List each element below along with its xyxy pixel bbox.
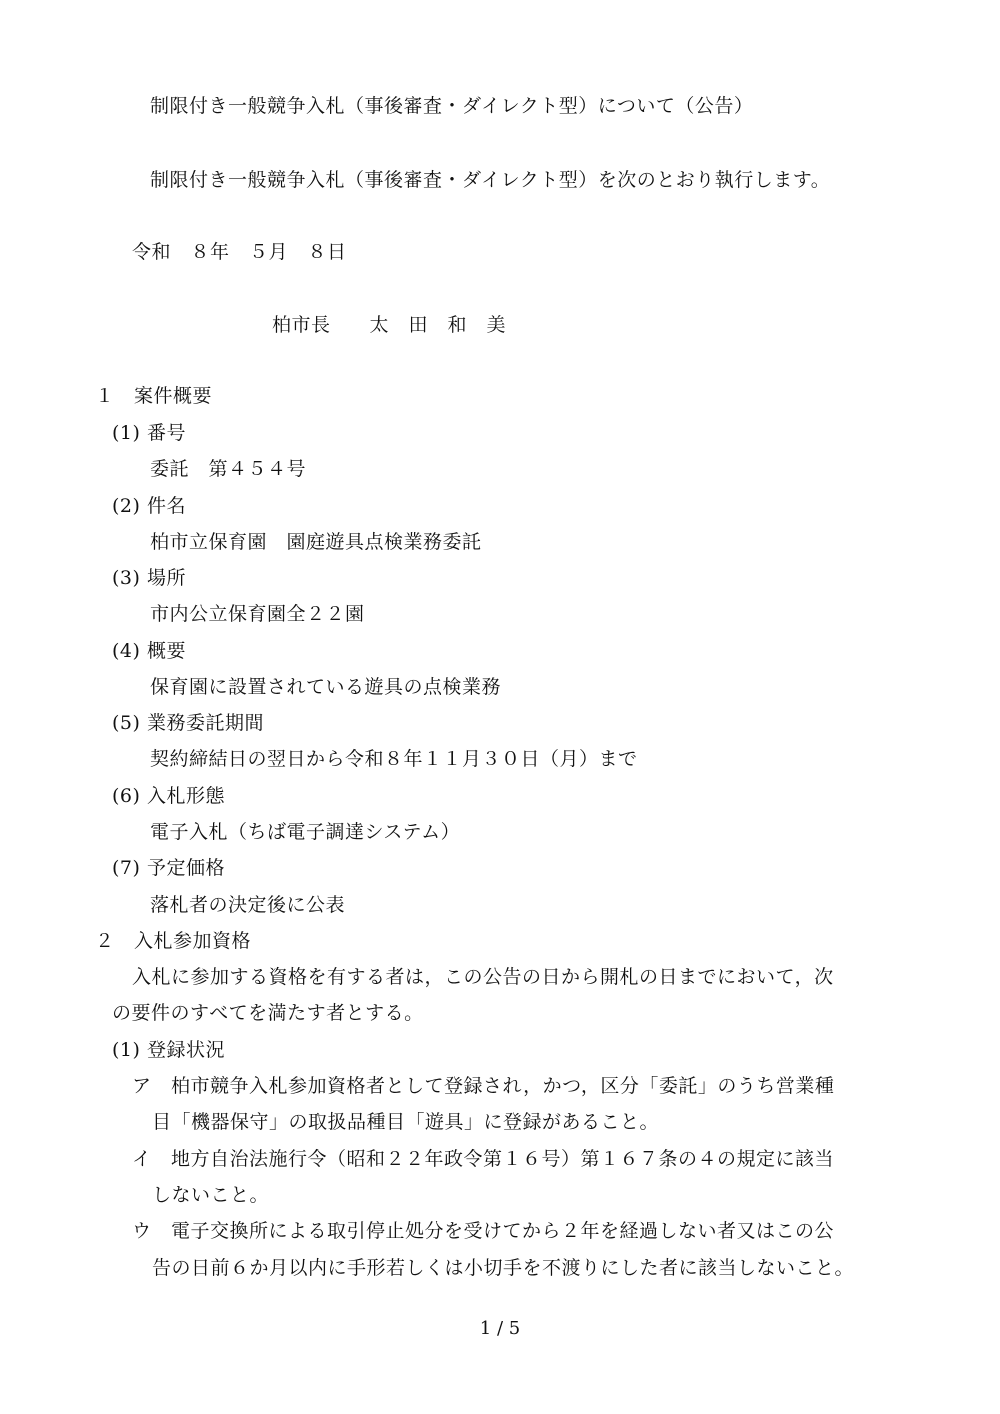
item-label: (1) 番号 (112, 422, 186, 444)
section1-heading: １ 案件概要 (95, 385, 213, 407)
section2-intro: 入札に参加する資格を有する者は，この公告の日から開札の日までにおいて，次 (132, 966, 834, 988)
issue-date: 令和 ８年 ５月 ８日 (132, 241, 347, 263)
requirement-u-cont: 告の日前６か月以内に手形若しくは小切手を不渡りにした者に該当しないこと。 (152, 1257, 855, 1279)
item-label: (7) 予定価格 (112, 857, 225, 879)
item-value: 柏市立保育園 園庭遊具点検業務委託 (150, 531, 482, 553)
item-value: 落札者の決定後に公表 (150, 894, 346, 916)
document-title: 制限付き一般競争入札（事後審査・ダイレクト型）について（公告） (150, 95, 754, 117)
requirement-a: ア 柏市競争入札参加資格者として登録され，かつ，区分「委託」のうち営業種 (132, 1075, 835, 1097)
item-value: 保育園に設置されている遊具の点検業務 (150, 676, 502, 698)
item-label: (3) 場所 (112, 567, 186, 589)
item-value: 契約締結日の翌日から令和８年１１月３０日（月）まで (150, 748, 638, 770)
section2-heading: ２ 入札参加資格 (95, 930, 252, 952)
requirement-a-cont: 目「機器保守」の取扱品種目「遊具」に登録があること。 (152, 1111, 660, 1133)
item-value: 市内公立保育園全２２園 (150, 603, 365, 625)
requirement-i: イ 地方自治法施行令（昭和２２年政令第１６号）第１６７条の４の規定に該当 (132, 1148, 835, 1170)
item-label: (5) 業務委託期間 (112, 712, 264, 734)
item-label: (6) 入札形態 (112, 785, 225, 807)
issuer: 柏市長 太 田 和 美 (272, 314, 507, 336)
section2-intro-cont: の要件のすべてを満たす者とする。 (112, 1002, 424, 1024)
item-value: 電子入札（ちば電子調達システム） (150, 821, 461, 843)
intro-text: 制限付き一般競争入札（事後審査・ダイレクト型）を次のとおり執行します。 (150, 169, 831, 191)
item-label: (4) 概要 (112, 640, 186, 662)
item-label: (2) 件名 (112, 495, 186, 517)
requirement-u: ウ 電子交換所による取引停止処分を受けてから２年を経過しない者又はこの公 (132, 1220, 835, 1242)
item-value: 委託 第４５４号 (150, 458, 307, 480)
requirement-i-cont: しないこと。 (152, 1184, 270, 1206)
page-number: 1 / 5 (479, 1318, 521, 1339)
subsection-label: (1) 登録状況 (112, 1039, 225, 1061)
